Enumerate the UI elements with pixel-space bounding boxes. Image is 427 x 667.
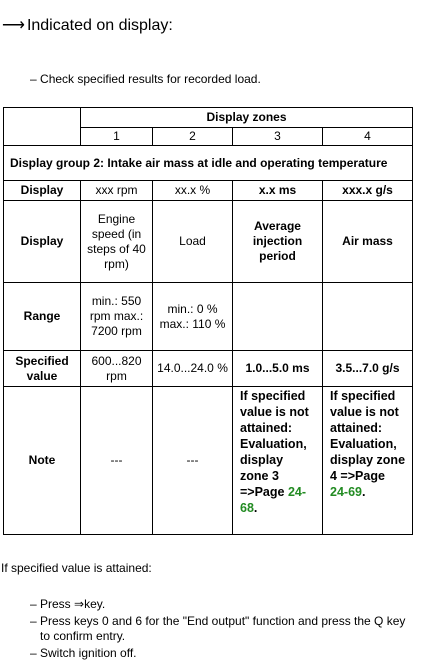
page-link[interactable]: 24-69 — [330, 485, 362, 499]
table-cell: 14.0...24.0 % — [153, 351, 233, 387]
table-cell: min.: 550 rpm max.: 7200 rpm — [81, 283, 153, 351]
table-cell: --- — [153, 387, 233, 535]
table-cell: 1.0...5.0 ms — [233, 351, 323, 387]
table-cell: 3.5...7.0 g/s — [323, 351, 413, 387]
table-cell: Average injection period — [233, 201, 323, 283]
row-label: Specified value — [4, 351, 81, 387]
note-zone-3 — [233, 387, 323, 535]
note-zone-4 — [323, 387, 413, 535]
table-cell: Engine speed (in steps of 40 rpm) — [81, 201, 153, 283]
table-cell: xxx rpm — [81, 181, 153, 201]
note-end: . — [253, 501, 258, 515]
dash-glyph: – — [30, 597, 37, 611]
table-cell: --- — [81, 387, 153, 535]
zone-number: 1 — [81, 128, 153, 146]
table-cell: 600...820 rpm — [81, 351, 153, 387]
section-heading — [2, 15, 173, 35]
step-text: Press keys 0 and 6 for the "End output" function and press the Q key to confirm entry. — [40, 614, 406, 643]
table-cell: x.x ms — [233, 181, 323, 201]
condition-text: If specified value is attained: — [1, 561, 152, 575]
corner-cell-lower — [4, 128, 81, 146]
zone-number: 2 — [153, 128, 233, 146]
table-cell: xxx.x g/s — [323, 181, 413, 201]
zone-number: 3 — [233, 128, 323, 146]
table-cell: Air mass — [323, 201, 413, 283]
note-text: If specified value is not attained: Evaluation, display zone 4 =>Page — [330, 389, 406, 483]
list-item — [30, 614, 410, 644]
note-text: If specified value is not attained: Evaluation, display zone 3 =>Page — [240, 389, 309, 499]
step-text: Switch ignition off. — [40, 646, 137, 660]
heading-text: Indicated on display: — [26, 17, 173, 34]
arrow-right-icon: ⟶ — [2, 17, 25, 34]
list-item — [30, 646, 410, 661]
row-label: Display — [4, 201, 81, 283]
step-text: Press ⇒key. — [40, 597, 106, 611]
table-cell — [233, 283, 323, 351]
display-group-title: Display group 2: Intake air mass at idle and operating temperature — [4, 146, 413, 181]
note-end: . — [361, 485, 366, 499]
table-cell — [323, 283, 413, 351]
row-label: Range — [4, 283, 81, 351]
display-zones-header: Display zones — [81, 108, 413, 128]
table-cell: xx.x % — [153, 181, 233, 201]
corner-cell — [4, 108, 81, 128]
table-cell: min.: 0 % max.: 110 % — [153, 283, 233, 351]
page-link[interactable]: 24-68 — [240, 485, 307, 515]
list-item — [30, 597, 410, 612]
display-zones-table — [3, 107, 413, 535]
table-cell: Load — [153, 201, 233, 283]
zone-number: 4 — [323, 128, 413, 146]
steps-list — [30, 597, 410, 663]
row-label: Note — [4, 387, 81, 535]
dash-glyph: – — [30, 614, 37, 628]
dash-glyph: – — [30, 72, 37, 86]
dash-glyph: – — [30, 646, 37, 660]
intro-bullet — [30, 72, 261, 86]
row-label: Display — [4, 181, 81, 201]
intro-text: Check specified results for recorded load. — [40, 72, 261, 86]
